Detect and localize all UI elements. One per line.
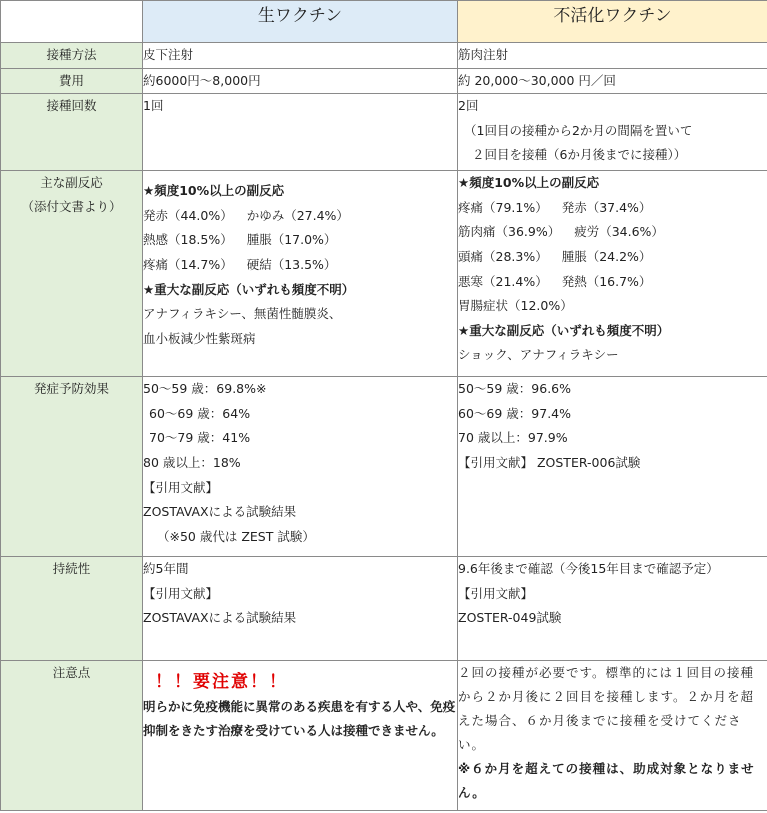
- live-method: 皮下注射: [143, 43, 458, 69]
- inactivated-serious-line: ショック、アナフィラキシー: [458, 347, 619, 363]
- inactivated-side-effects-heading: ★頻度10%以上の副反応: [458, 175, 600, 191]
- inactivated-efficacy-line: 50～59 歳：96.6%: [458, 381, 571, 397]
- inactivated-efficacy: [458, 377, 767, 557]
- live-duration-value: 約5年間: [143, 561, 189, 577]
- live-efficacy-line: 70～79 歳：41%: [149, 430, 251, 446]
- row-label-side-effects-line2: （添付文書より）: [21, 199, 122, 215]
- live-side-effect-line: 熱感（18.5%） 腫脹（17.0%）: [143, 232, 337, 248]
- live-duration: [143, 557, 458, 661]
- live-efficacy: [143, 377, 458, 557]
- inactivated-efficacy-citation: 【引用文献】 ZOSTER-006試験: [458, 454, 641, 470]
- caution-row: [1, 661, 767, 811]
- cost-row: [1, 68, 767, 94]
- inactivated-side-effect-line: 悪寒（21.4%） 発熱（16.7%）: [458, 273, 652, 289]
- live-caution-title: ！！要注意！！: [155, 672, 288, 693]
- row-label-caution: 注意点: [1, 661, 143, 811]
- live-serious-line: アナフィラキシー、無菌性髄膜炎、: [143, 306, 342, 322]
- live-cost: 約6000円～8,000円: [143, 68, 458, 94]
- live-side-effect-line: 疼痛（14.7%） 硬結（13.5%）: [143, 256, 337, 272]
- row-label-efficacy: 発症予防効果: [1, 377, 143, 557]
- inactivated-caution-body: ２回の接種が必要です。標準的には１回目の接種から２か月後に２回目を接種します。２か月を超えた場合、６か月後までに接種を受けてください。: [458, 665, 755, 753]
- live-efficacy-footnote: （※50 歳代は ZEST 試験）: [157, 528, 315, 544]
- inactivated-cost: 約 20,000～30,000 円／回: [458, 68, 767, 94]
- inactivated-duration-value: 9.6年後まで確認（今後15年目まで確認予定）: [458, 561, 719, 577]
- inactivated-duration: [458, 557, 767, 661]
- inactivated-count-note-2: ２回目を接種（6か月後までに接種））: [472, 147, 687, 163]
- inactivated-caution: [458, 661, 767, 811]
- count-row: [1, 94, 767, 171]
- inactivated-duration-citation-label: 【引用文献】: [458, 585, 534, 601]
- inactivated-side-effect-line: 頭痛（28.3%） 腫脹（24.2%）: [458, 248, 652, 264]
- inactivated-side-effects: [458, 171, 767, 377]
- inactivated-count-value: 2回: [458, 98, 479, 114]
- live-serious-line: 血小板減少性紫斑病: [143, 330, 256, 346]
- row-label-side-effects: [1, 171, 143, 377]
- live-vaccine-header: 生ワクチン: [143, 1, 458, 43]
- inactivated-side-effect-line: 筋肉痛（36.9%） 疲労（34.6%）: [458, 224, 664, 240]
- inactivated-efficacy-line: 60～69 歳：97.4%: [458, 405, 571, 421]
- live-duration-citation-label: 【引用文献】: [143, 585, 219, 601]
- live-serious-heading: ★重大な副反応（いずれも頻度不明）: [143, 281, 355, 297]
- inactivated-side-effect-line: 疼痛（79.1%） 発赤（37.4%）: [458, 199, 652, 215]
- efficacy-row: [1, 377, 767, 557]
- live-caution: [143, 661, 458, 811]
- method-row: [1, 43, 767, 69]
- row-label-cost: 費用: [1, 68, 143, 94]
- live-efficacy-citation: ZOSTAVAXによる試験結果: [143, 504, 297, 520]
- live-efficacy-citation-label: 【引用文献】: [143, 479, 219, 495]
- live-side-effect-line: 発赤（44.0%） かゆみ（27.4%）: [143, 207, 349, 223]
- inactivated-serious-heading: ★重大な副反応（いずれも頻度不明）: [458, 322, 670, 338]
- side-effect-row: [1, 171, 767, 377]
- live-caution-body: 明らかに免疫機能に異常のある疾患を有する人や、免疫抑制をきたす治療を受けている人は接種できません。: [143, 699, 456, 739]
- live-efficacy-line: 80 歳以上：18%: [143, 454, 241, 470]
- live-efficacy-line: 50～59 歳：69.8%※: [143, 381, 267, 397]
- row-label-count: 接種回数: [1, 94, 143, 171]
- inactivated-method: 筋肉注射: [458, 43, 767, 69]
- live-side-effects: [143, 171, 458, 377]
- row-label-duration: 持続性: [1, 557, 143, 661]
- corner-cell: [1, 1, 143, 43]
- row-label-method: 接種方法: [1, 43, 143, 69]
- duration-row: [1, 557, 767, 661]
- live-count: 1回: [143, 94, 458, 171]
- live-side-effects-heading: ★頻度10%以上の副反応: [143, 183, 285, 199]
- inactivated-vaccine-header: 不活化ワクチン: [458, 1, 767, 43]
- inactivated-side-effect-extra: 胃腸症状（12.0%）: [458, 298, 573, 314]
- inactivated-duration-citation: ZOSTER-049試験: [458, 610, 562, 626]
- row-label-side-effects-line1: 主な副反応: [40, 175, 103, 191]
- live-duration-citation: ZOSTAVAXによる試験結果: [143, 610, 297, 626]
- inactivated-caution-warning: ※６か月を超えての接種は、助成対象となりません。: [458, 761, 755, 801]
- live-efficacy-line: 60～69 歳：64%: [149, 405, 251, 421]
- header-row: [1, 1, 767, 43]
- inactivated-count-note-1: （1回目の接種から2か月の間隔を置いて: [464, 122, 693, 138]
- inactivated-count: [458, 94, 767, 171]
- inactivated-efficacy-line: 70 歳以上：97.9%: [458, 430, 568, 446]
